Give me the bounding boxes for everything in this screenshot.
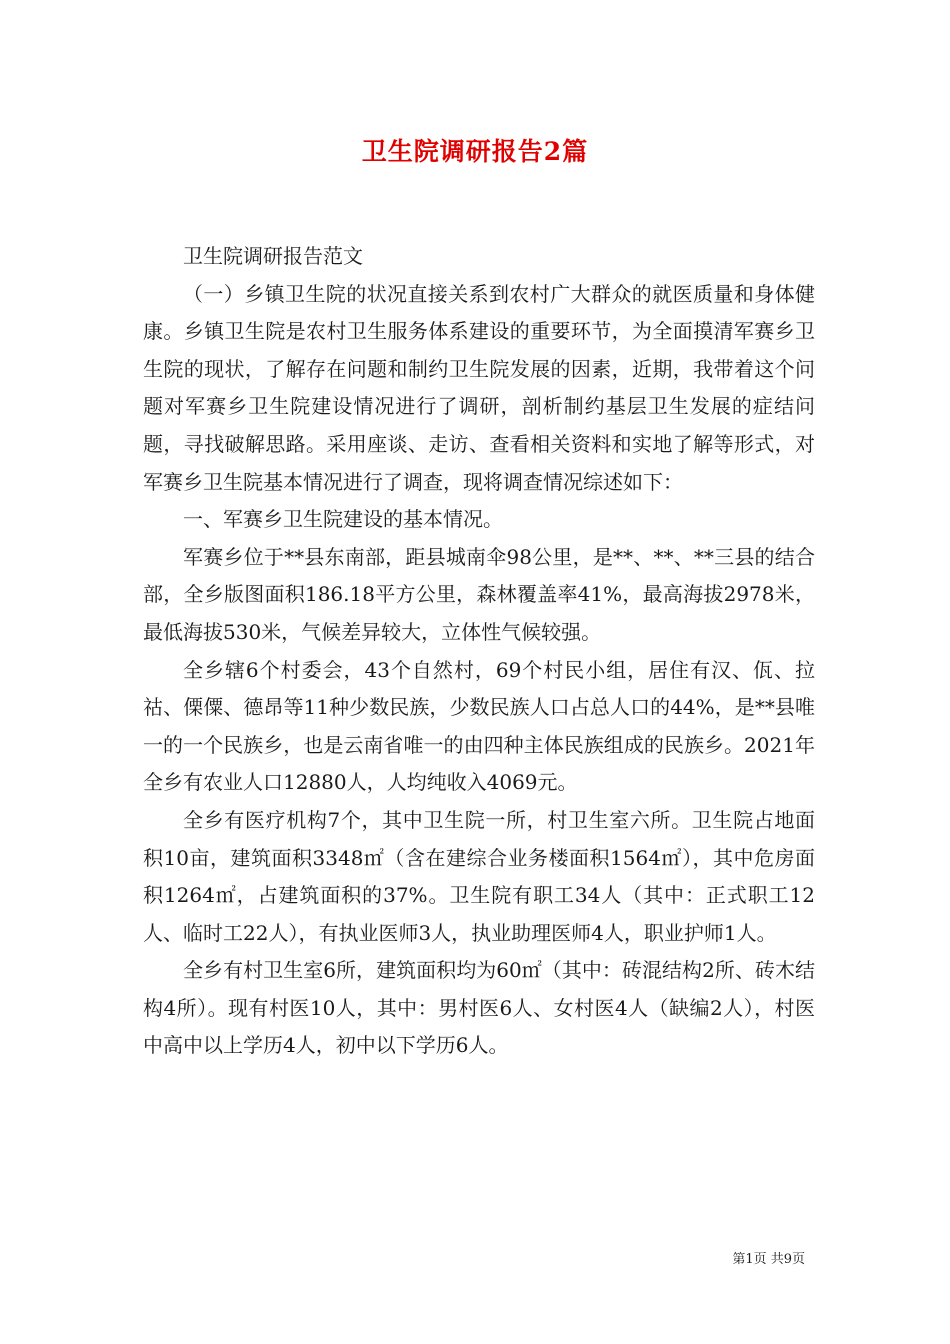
paragraph-population: 全乡辖6个村委会，43个自然村，69个村民小组，居住有汉、佤、拉祜、傈僳、德昂等11种少数民族，少数民族人口占总人口的44%，是**县唯一的一个民族乡，也是云南省唯一的由四种主体民族组成的民族乡。2021年全乡有农业人口12880人，人均纯收入4069元。	[143, 657, 815, 795]
page-number: 第1页 共9页	[732, 1252, 805, 1267]
document-body	[143, 238, 815, 1065]
paragraph-medical-facilities: 全乡有医疗机构7个，其中卫生院一所，村卫生室六所。卫生院占地面积10亩，建筑面积3348㎡（含在建综合业务楼面积1564㎡），其中危房面积1264㎡，占建筑面积的37%。卫生院有职工34人（其中：正式职工12人、临时工22人），有执业医师3人，执业助理医师4人，职业护师1人。	[143, 807, 815, 945]
document-title: 卫生院调研报告2篇	[361, 137, 589, 166]
paragraph-intro: （一）乡镇卫生院的状况直接关系到农村广大群众的就医质量和身体健康。乡镇卫生院是农村卫生服务体系建设的重要环节，为全面摸清军赛乡卫生院的现状，了解存在问题和制约卫生院发展的因素，近期，我带着这个问题对军赛乡卫生院建设情况进行了调研，剖析制约基层卫生发展的症结问题，寻找破解思路。采用座谈、走访、查看相关资料和实地了解等形式，对军赛乡卫生院基本情况进行了调查，现将调查情况综述如下：	[143, 281, 815, 494]
subtitle: 卫生院调研报告范文	[183, 244, 363, 268]
section-heading: 一、军赛乡卫生院建设的基本情况。	[183, 507, 503, 532]
paragraph-geography: 军赛乡位于**县东南部，距县城南伞98公里，是**、**、**三县的结合部，全乡版图面积186.18平方公里，森林覆盖率41%，最高海拔2978米，最低海拔530米，气候差异较大，立体性气候较强。	[143, 544, 815, 644]
paragraph-village-clinics: 全乡有村卫生室6所，建筑面积均为60㎡（其中：砖混结构2所、砖木结构4所）。现有村医10人，其中：男村医6人、女村医4人（缺编2人），村医中高中以上学历4人，初中以下学历6人。	[143, 958, 815, 1058]
